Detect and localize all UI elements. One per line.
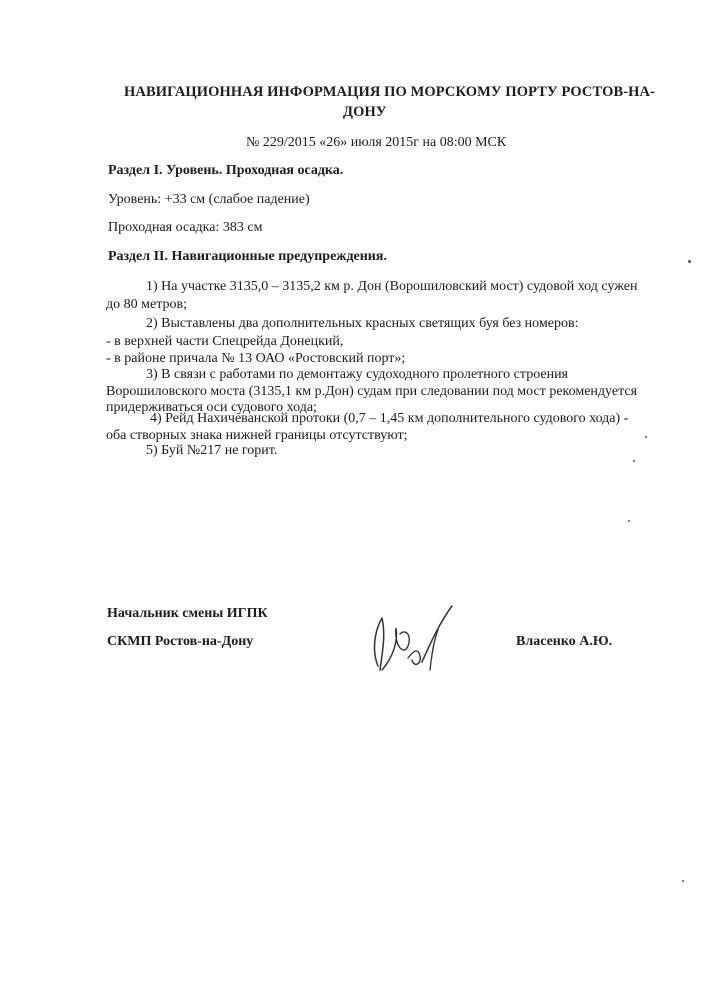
warning-item-2-sub2: - в районе причала № 13 ОАО «Ростовский порт»; bbox=[106, 351, 406, 366]
signer-position-line1: Начальник смены ИГПК bbox=[107, 606, 268, 621]
passage-draft: Проходная осадка: 383 см bbox=[108, 220, 263, 235]
warning-item-3-line3: придерживаться оси судового хода; bbox=[106, 400, 317, 415]
scan-speck bbox=[633, 460, 635, 462]
scan-speck bbox=[645, 436, 647, 438]
document-title-line2: ДОНУ bbox=[343, 104, 387, 120]
scan-speck bbox=[628, 520, 630, 522]
warning-item-4-line1: 4) Рейд Нахичеванской протоки (0,7 – 1,45 км дополнительного судового хода) - bbox=[150, 411, 629, 426]
handwritten-signature bbox=[368, 600, 460, 678]
document-title-line1: НАВИГАЦИОННАЯ ИНФОРМАЦИЯ ПО МОРСКОМУ ПОРТУ РОСТОВ-НА- bbox=[124, 84, 656, 100]
scan-speck bbox=[688, 260, 691, 263]
scan-speck bbox=[682, 880, 684, 882]
warning-item-4-line2: оба створных знака нижней границы отсутствуют; bbox=[106, 428, 408, 443]
warning-item-2-sub1: - в верхней части Спецрейда Донецкий, bbox=[106, 334, 344, 349]
warning-item-3-line1: 3) В связи с работами по демонтажу судоходного пролетного строения bbox=[146, 367, 568, 382]
warning-item-5: 5) Буй №217 не горит. bbox=[146, 443, 278, 458]
section1-heading: Раздел I. Уровень. Проходная осадка. bbox=[108, 163, 344, 178]
warning-item-2: 2) Выставлены два дополнительных красных светящих буя без номеров: bbox=[146, 316, 579, 331]
signer-name: Власенко А.Ю. bbox=[516, 634, 613, 649]
warning-item-1-line1: 1) На участке 3135,0 – 3135,2 км р. Дон (Ворошиловский мост) судовой ход сужен bbox=[146, 279, 638, 294]
signer-position-line2: СКМП Ростов-на-Дону bbox=[107, 634, 254, 649]
document-number-date: № 229/2015 «26» июля 2015г на 08:00 МСК bbox=[246, 135, 507, 150]
water-level: Уровень: +33 см (слабое падение) bbox=[108, 192, 310, 207]
section2-heading: Раздел II. Навигационные предупреждения. bbox=[108, 249, 387, 264]
warning-item-1-line2: до 80 метров; bbox=[106, 297, 187, 312]
warning-item-3-line2: Ворошиловского моста (3135,1 км р.Дон) судам при следовании под мост рекомендуется bbox=[106, 384, 638, 399]
